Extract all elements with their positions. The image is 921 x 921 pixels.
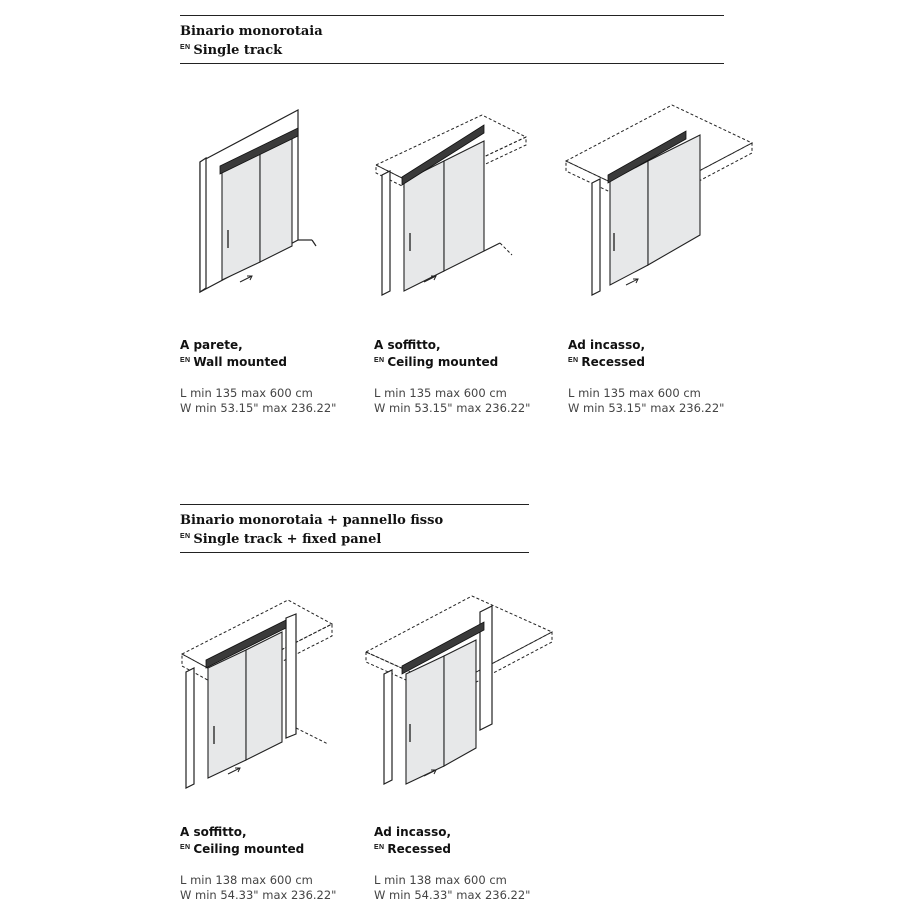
item-name-en: Ceiling mounted xyxy=(193,842,305,856)
door-panel-left xyxy=(610,161,648,285)
jamb xyxy=(592,179,600,295)
item-ceiling-mounted-fixed xyxy=(180,824,360,903)
floor-line xyxy=(484,243,500,251)
dim-width: W min 53.15" max 236.22" xyxy=(374,401,531,415)
en-tag: EN xyxy=(374,844,385,851)
section-1-title xyxy=(180,24,323,59)
wall-mounted-diagram xyxy=(180,100,330,300)
floor-return xyxy=(312,240,316,246)
jamb xyxy=(186,668,194,788)
section-1-title-en-line xyxy=(180,40,323,59)
door-panel-right xyxy=(260,136,292,262)
dim-width: W min 53.15" max 236.22" xyxy=(180,401,337,415)
item-wall-mounted xyxy=(180,337,360,416)
section-2-title xyxy=(180,513,443,548)
section-1-title-en: Single track xyxy=(193,43,283,58)
section-2-bottom-rule xyxy=(180,552,529,553)
door-panel-left xyxy=(208,650,246,778)
wall-edge xyxy=(200,158,206,292)
floor-extension xyxy=(296,728,328,744)
dim-length: L min 135 max 600 cm xyxy=(180,386,313,400)
en-tag: EN xyxy=(180,44,191,51)
item-name-en: Wall mounted xyxy=(193,355,287,369)
section-2-title-it: Binario monorotaia + pannello fisso xyxy=(180,513,444,528)
item-name-en-line xyxy=(180,353,360,370)
item-name-en-line xyxy=(180,840,360,857)
item-name-en: Recessed xyxy=(581,355,645,369)
section-2-title-en-line xyxy=(180,529,443,548)
jamb xyxy=(382,171,390,295)
en-tag: EN xyxy=(374,357,385,364)
item-name-it: Ad incasso, xyxy=(374,825,452,839)
item-dimensions xyxy=(180,873,360,903)
section-1-title-it: Binario monorotaia xyxy=(180,24,323,39)
recessed-fixed-panel-diagram xyxy=(362,592,557,792)
en-tag: EN xyxy=(180,357,191,364)
dim-length: L min 138 max 600 cm xyxy=(374,873,507,887)
item-name-it: A parete, xyxy=(180,338,243,352)
door-panel-right xyxy=(246,632,282,760)
fixed-panel xyxy=(286,614,296,738)
item-name-it: A soffitto, xyxy=(180,825,247,839)
dim-length: L min 135 max 600 cm xyxy=(374,386,507,400)
door-panel-right xyxy=(444,640,476,766)
item-name-en-line xyxy=(374,840,554,857)
door-panel-left xyxy=(222,152,260,280)
section-2-title-en: Single track + fixed panel xyxy=(193,532,382,547)
item-name-it: Ad incasso, xyxy=(568,338,646,352)
dim-width: W min 54.33" max 236.22" xyxy=(374,888,531,902)
dim-length: L min 135 max 600 cm xyxy=(568,386,701,400)
item-ceiling-mounted xyxy=(374,337,554,416)
ceiling-mounted-diagram xyxy=(372,95,532,300)
item-dimensions xyxy=(568,386,748,416)
dim-length: L min 138 max 600 cm xyxy=(180,873,313,887)
en-tag: EN xyxy=(180,533,191,540)
section-1-bottom-rule xyxy=(180,63,724,64)
ceiling-mounted-fixed-panel-diagram xyxy=(178,596,338,792)
door-panel-left xyxy=(406,656,444,784)
jamb xyxy=(384,670,392,784)
en-tag: EN xyxy=(180,844,191,851)
item-name-en-line xyxy=(374,353,554,370)
door-panel-right xyxy=(444,141,484,271)
item-name-it: A soffitto, xyxy=(374,338,441,352)
item-recessed xyxy=(568,337,748,416)
en-tag: EN xyxy=(568,357,579,364)
item-dimensions xyxy=(374,386,554,416)
item-recessed-fixed xyxy=(374,824,554,903)
item-name-en-line xyxy=(568,353,748,370)
floor-extension xyxy=(500,243,512,255)
item-dimensions xyxy=(374,873,554,903)
dim-width: W min 53.15" max 236.22" xyxy=(568,401,725,415)
recessed-diagram xyxy=(562,95,757,300)
item-name-en: Ceiling mounted xyxy=(387,355,499,369)
item-name-en: Recessed xyxy=(387,842,451,856)
section-2-top-rule xyxy=(180,504,529,505)
door-panel-left xyxy=(404,161,444,291)
section-1-top-rule xyxy=(180,15,724,16)
item-dimensions xyxy=(180,386,360,416)
dim-width: W min 54.33" max 236.22" xyxy=(180,888,337,902)
